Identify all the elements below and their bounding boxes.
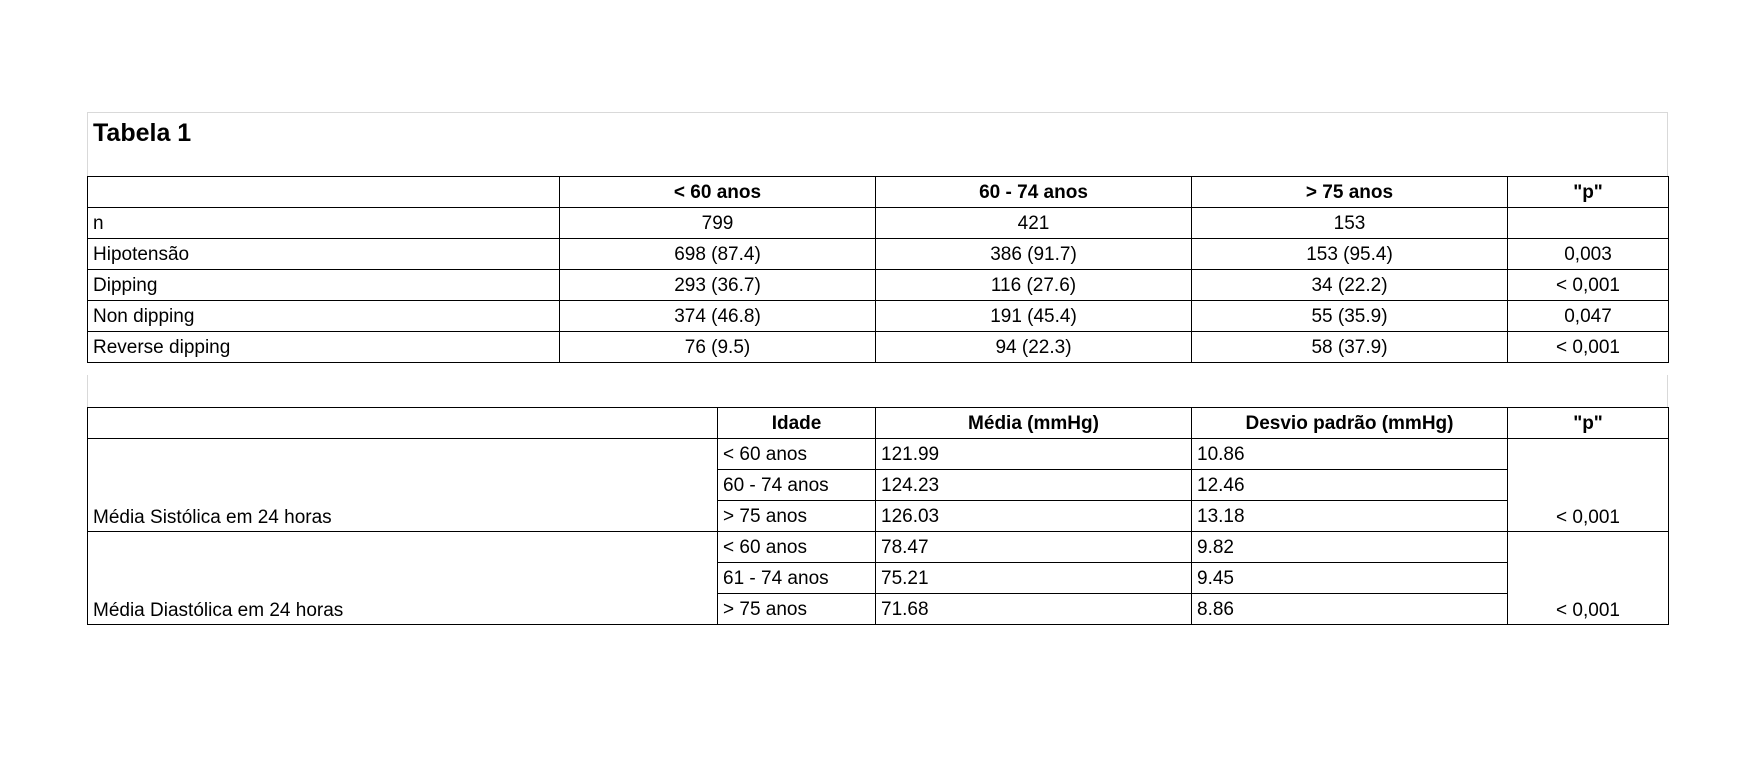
pressure-table — [87, 407, 1669, 625]
sd-cell: 8.86 — [1192, 594, 1508, 625]
title-band — [87, 112, 1668, 177]
group-label: Média Sistólica em 24 horas — [88, 439, 718, 532]
table2-header-row — [88, 408, 1669, 439]
mean-cell: 126.03 — [876, 501, 1192, 532]
header-cell: "p" — [1508, 177, 1669, 208]
table-row — [88, 239, 1669, 270]
mean-cell: 124.23 — [876, 470, 1192, 501]
data-cell: 191 (45.4) — [876, 301, 1192, 332]
p-value-cell: 0,003 — [1508, 239, 1669, 270]
age-cell: 60 - 74 anos — [718, 470, 876, 501]
table-row — [88, 301, 1669, 332]
p-value-cell: < 0,001 — [1508, 532, 1669, 625]
data-cell: 94 (22.3) — [876, 332, 1192, 363]
data-cell: 153 (95.4) — [1192, 239, 1508, 270]
data-cell: 34 (22.2) — [1192, 270, 1508, 301]
age-cell: 61 - 74 anos — [718, 563, 876, 594]
group-label: Média Diastólica em 24 horas — [88, 532, 718, 625]
spacer-row — [87, 375, 1668, 407]
data-cell: 55 (35.9) — [1192, 301, 1508, 332]
spreadsheet-sheet — [87, 112, 1668, 640]
table-title: Tabela 1 — [93, 119, 192, 147]
row-label: Reverse dipping — [88, 332, 560, 363]
p-value-cell: < 0,001 — [1508, 270, 1669, 301]
age-group-table — [87, 176, 1669, 363]
age-cell: < 60 anos — [718, 439, 876, 470]
row-label: Non dipping — [88, 301, 560, 332]
table-row — [88, 439, 1669, 470]
data-cell: 58 (37.9) — [1192, 332, 1508, 363]
data-cell: 698 (87.4) — [560, 239, 876, 270]
sd-cell: 9.82 — [1192, 532, 1508, 563]
mean-cell: 78.47 — [876, 532, 1192, 563]
sd-cell: 13.18 — [1192, 501, 1508, 532]
table-row — [88, 270, 1669, 301]
table-row — [88, 332, 1669, 363]
data-cell: 153 — [1192, 208, 1508, 239]
header-cell: Desvio padrão (mmHg) — [1192, 408, 1508, 439]
age-cell: < 60 anos — [718, 532, 876, 563]
header-cell: Média (mmHg) — [876, 408, 1192, 439]
data-cell: 116 (27.6) — [876, 270, 1192, 301]
mean-cell: 75.21 — [876, 563, 1192, 594]
sd-cell: 9.45 — [1192, 563, 1508, 594]
header-cell: 60 - 74 anos — [876, 177, 1192, 208]
p-value-cell — [1508, 208, 1669, 239]
row-label: Hipotensão — [88, 239, 560, 270]
age-cell: > 75 anos — [718, 594, 876, 625]
data-cell: 386 (91.7) — [876, 239, 1192, 270]
table-row — [88, 208, 1669, 239]
row-label: Dipping — [88, 270, 560, 301]
age-cell: > 75 anos — [718, 501, 876, 532]
row-label: n — [88, 208, 560, 239]
data-cell: 799 — [560, 208, 876, 239]
sd-cell: 12.46 — [1192, 470, 1508, 501]
header-cell: > 75 anos — [1192, 177, 1508, 208]
data-cell: 76 (9.5) — [560, 332, 876, 363]
p-value-cell: < 0,001 — [1508, 439, 1669, 532]
p-value-cell: < 0,001 — [1508, 332, 1669, 363]
data-cell: 421 — [876, 208, 1192, 239]
header-cell: "p" — [1508, 408, 1669, 439]
header-cell: Idade — [718, 408, 876, 439]
data-cell: 374 (46.8) — [560, 301, 876, 332]
mean-cell: 71.68 — [876, 594, 1192, 625]
header-cell: < 60 anos — [560, 177, 876, 208]
table1-header-row — [88, 177, 1669, 208]
p-value-cell: 0,047 — [1508, 301, 1669, 332]
header-cell — [88, 177, 560, 208]
table-row — [88, 532, 1669, 563]
header-cell — [88, 408, 718, 439]
data-cell: 293 (36.7) — [560, 270, 876, 301]
mean-cell: 121.99 — [876, 439, 1192, 470]
sd-cell: 10.86 — [1192, 439, 1508, 470]
